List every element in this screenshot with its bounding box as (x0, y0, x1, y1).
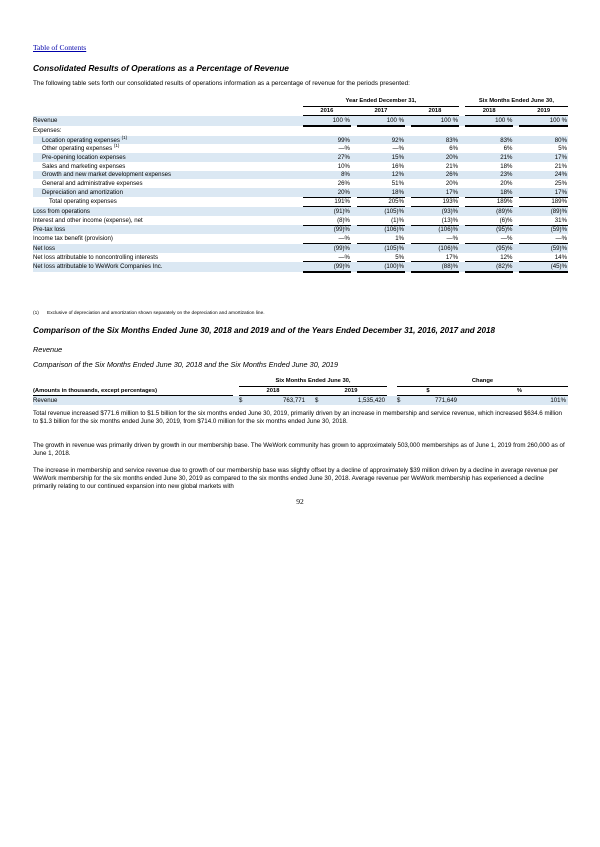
cell-value: 26% (411, 171, 459, 180)
cell-value: 16% (391, 162, 404, 170)
cell-value: 100 % (519, 116, 568, 126)
cell-value: 1% (357, 234, 405, 243)
table-row (33, 244, 568, 253)
cell-value: (93)% (411, 207, 459, 216)
cell-value: (91)% (303, 207, 351, 216)
value-2018: 763,771 (249, 396, 307, 405)
row-label: Total operating expenses (49, 198, 117, 206)
cell-value: —% (519, 234, 568, 243)
table-row (33, 179, 568, 188)
cell-value: 20% (445, 180, 459, 188)
cell-value: (99)% (303, 244, 351, 253)
cell-value: 193% (411, 197, 459, 207)
cell-value: —% (392, 145, 404, 153)
change-percent: 101% (471, 396, 568, 405)
percentage-of-revenue-table (33, 97, 568, 273)
col-percent-header: % (471, 386, 568, 396)
cell-value: 23% (465, 171, 514, 180)
year-header: 2018 (411, 106, 459, 116)
row-label: Interest and other income (expense), net (33, 217, 143, 225)
cell-value: 14% (519, 253, 568, 262)
cell-value: 6% (449, 145, 459, 153)
table-row (33, 216, 568, 225)
row-label: Loss from operations (33, 207, 303, 216)
cell-value: 21% (554, 162, 567, 170)
cell-value: (6)% (465, 216, 514, 225)
table-row (33, 253, 568, 262)
cell-value: 189% (519, 197, 568, 207)
units-label: (Amounts in thousands, except percentages) (33, 386, 233, 396)
change-header: Change (397, 377, 568, 386)
row-label: Pre-opening location expenses (33, 153, 303, 162)
table-row (33, 144, 568, 153)
cell-value: 6% (503, 145, 513, 153)
cell-value: (105)% (357, 244, 405, 253)
col-dollar-header: $ (397, 386, 459, 396)
section-heading: Consolidated Results of Operations as a Percentage of Revenue (33, 63, 289, 73)
table-header-group-row (33, 377, 568, 386)
cell-value: (100)% (357, 262, 405, 272)
col-2019-header: 2019 (315, 386, 387, 396)
row-label: Net loss (33, 244, 303, 253)
cell-value: (95)% (465, 225, 514, 234)
cell-value: 21% (465, 153, 514, 162)
cell-value: (45)% (519, 262, 568, 272)
cell-value: 17% (519, 153, 568, 162)
cell-value: 100 % (357, 116, 405, 126)
currency-symbol: $ (315, 396, 325, 405)
cell-value: 12% (465, 253, 514, 262)
cell-value: (99)% (303, 262, 351, 272)
cell-value: (1)% (357, 216, 405, 225)
row-label: Pre-tax loss (33, 225, 303, 234)
revenue-comparison-table (33, 377, 568, 405)
table-row (33, 188, 568, 197)
cell-value: 5% (357, 253, 405, 262)
cell-value: 20% (500, 180, 513, 188)
table-row (33, 153, 568, 162)
year-header: 2018 (465, 106, 514, 116)
row-label: Income tax benefit (provision) (33, 235, 113, 243)
year-header: 2019 (519, 106, 568, 116)
cell-value: 31% (519, 216, 568, 225)
row-label: Growth and new market development expenses (33, 171, 303, 180)
cell-value: 80% (519, 136, 568, 145)
comparison-heading: Comparison of the Six Months Ended June 30, 2018 and 2019 and of the Years Ended December 31, 2016, 2017 and 2018 (33, 326, 495, 335)
footnote-ref: (1) (121, 134, 128, 140)
year-header: 2017 (357, 106, 405, 116)
row-label: Net loss attributable to WeWork Companies Inc. (33, 262, 303, 272)
cell-value: —% (465, 234, 514, 243)
col-2018-header: 2018 (239, 386, 307, 396)
cell-value: 83% (411, 136, 459, 145)
row-label: Revenue (33, 396, 233, 405)
table-row (33, 162, 568, 171)
cell-value: (8)% (303, 216, 351, 225)
row-label: Net loss attributable to noncontrolling interests (33, 253, 158, 261)
cell-value: 20% (411, 153, 459, 162)
paragraph-decline: The increase in membership and service revenue due to growth of our membership base was slightly offset by a decline of approximately $39 million driven by a decline in average revenue per WeWork membership for the six months ended June 30, 2019 as compared to the six months ended June 30, 2018. Average revenue per WeWork membership has experienced a decline primarily relating to our continued expansion into new global markets with (33, 467, 559, 491)
cell-value: 26% (337, 180, 350, 188)
cell-value: 12% (357, 171, 405, 180)
row-label: Revenue (33, 116, 303, 126)
row-label: Sales and marketing expenses (42, 162, 126, 170)
cell-value: 20% (303, 188, 351, 197)
cell-value: 100 % (465, 116, 514, 126)
cell-value: 100 % (303, 116, 351, 126)
cell-value: 83% (465, 136, 514, 145)
table-row-expenses-label (33, 126, 568, 136)
currency-symbol: $ (239, 396, 249, 405)
footnote-text: Exclusive of depreciation and amortization shown separately on the depreciation and amortization line. (47, 311, 265, 316)
cell-value: (13)% (411, 216, 459, 225)
footnote (33, 311, 265, 316)
value-2019: 1,535,420 (325, 396, 387, 405)
intro-text: The following table sets forth our consolidated results of operations information as a percentage of revenue for the periods presented: (33, 80, 410, 87)
cell-value: 205% (357, 197, 405, 207)
cell-value: 189% (465, 197, 514, 207)
cell-value: 92% (357, 136, 405, 145)
row-label: Depreciation and amortization (33, 188, 303, 197)
cell-value: 18% (357, 188, 405, 197)
change-dollar: 771,649 (407, 396, 459, 405)
year-ended-header: Year Ended December 31, (303, 97, 459, 106)
table-row (33, 207, 568, 216)
table-header-col-row (33, 386, 568, 396)
table-header-year-row (33, 106, 568, 116)
cell-value: 17% (411, 253, 459, 262)
table-of-contents-link[interactable]: Table of Contents (33, 43, 87, 52)
cell-value: 15% (357, 153, 405, 162)
paragraph-growth: The growth in revenue was primarily driven by growth in our membership base. The WeWork community has grown to approximately 503,000 memberships as of June 1, 2019 from 260,000 as of June 1, 2018. (33, 442, 565, 458)
footnote-number: (1) (33, 311, 39, 316)
cell-value: —% (303, 234, 351, 243)
six-months-header: Six Months Ended June 30, (465, 97, 568, 106)
cell-value: 18% (465, 188, 514, 197)
cell-value: (89)% (465, 207, 514, 216)
row-label: Expenses: (33, 127, 62, 135)
row-label: General and administrative expenses (42, 180, 143, 188)
table-row (33, 225, 568, 234)
cell-value: (95)% (465, 244, 514, 253)
table-row (33, 234, 568, 243)
year-header: 2016 (303, 106, 351, 116)
cell-value: 10% (337, 162, 350, 170)
cell-value: 17% (411, 188, 459, 197)
cell-value: —% (338, 145, 350, 153)
row-label: Other operating expenses (42, 145, 113, 153)
cell-value: 8% (303, 171, 351, 180)
cell-value: 24% (519, 171, 568, 180)
table-row-total (33, 197, 568, 207)
cell-value: 18% (500, 162, 513, 170)
cell-value: 21% (445, 162, 459, 170)
cell-value: (106)% (411, 244, 459, 253)
revenue-subheading: Revenue (33, 345, 63, 354)
footnote-ref: (1) (113, 143, 120, 149)
cell-value: —% (411, 234, 459, 243)
page-number: 92 (296, 497, 304, 506)
table-row-revenue (33, 396, 568, 405)
row-label: Location operating expenses (42, 136, 120, 144)
cell-value: 191% (303, 197, 351, 207)
table-row-revenue (33, 116, 568, 126)
cell-value: (89)% (519, 207, 568, 216)
cell-value: (105)% (357, 207, 405, 216)
cell-value: 17% (519, 188, 568, 197)
table-row (33, 262, 568, 272)
cell-value: 5% (558, 145, 567, 153)
cell-value: 25% (554, 180, 567, 188)
cell-value: (59)% (519, 225, 568, 234)
cell-value: (82)% (465, 262, 514, 272)
paragraph-total-revenue: Total revenue increased $771.6 million to $1.5 billion for the six months ended June 30, 2019, primarily driven by an increase in membership and service revenue, which increased $634.6 million to $1.3 billion for the six months ended June 30, 2019, from $714.0 million for the six months ended June 30, 2018. (33, 410, 562, 426)
table-row (33, 171, 568, 180)
cell-value: 51% (391, 180, 404, 188)
cell-value: 100 % (411, 116, 459, 126)
cell-value: (59)% (519, 244, 568, 253)
table-header-group-row (33, 97, 568, 106)
six-months-header: Six Months Ended June 30, (239, 377, 387, 386)
six-month-comparison-subheading: Comparison of the Six Months Ended June 30, 2018 and the Six Months Ended June 30, 2019 (33, 360, 339, 369)
cell-value: (106)% (411, 225, 459, 234)
currency-symbol: $ (397, 396, 407, 405)
cell-value: (106)% (357, 225, 405, 234)
cell-value: 27% (303, 153, 351, 162)
cell-value: (88)% (411, 262, 459, 272)
cell-value: —% (303, 253, 351, 262)
cell-value: 99% (303, 136, 351, 145)
cell-value: (99)% (303, 225, 351, 234)
